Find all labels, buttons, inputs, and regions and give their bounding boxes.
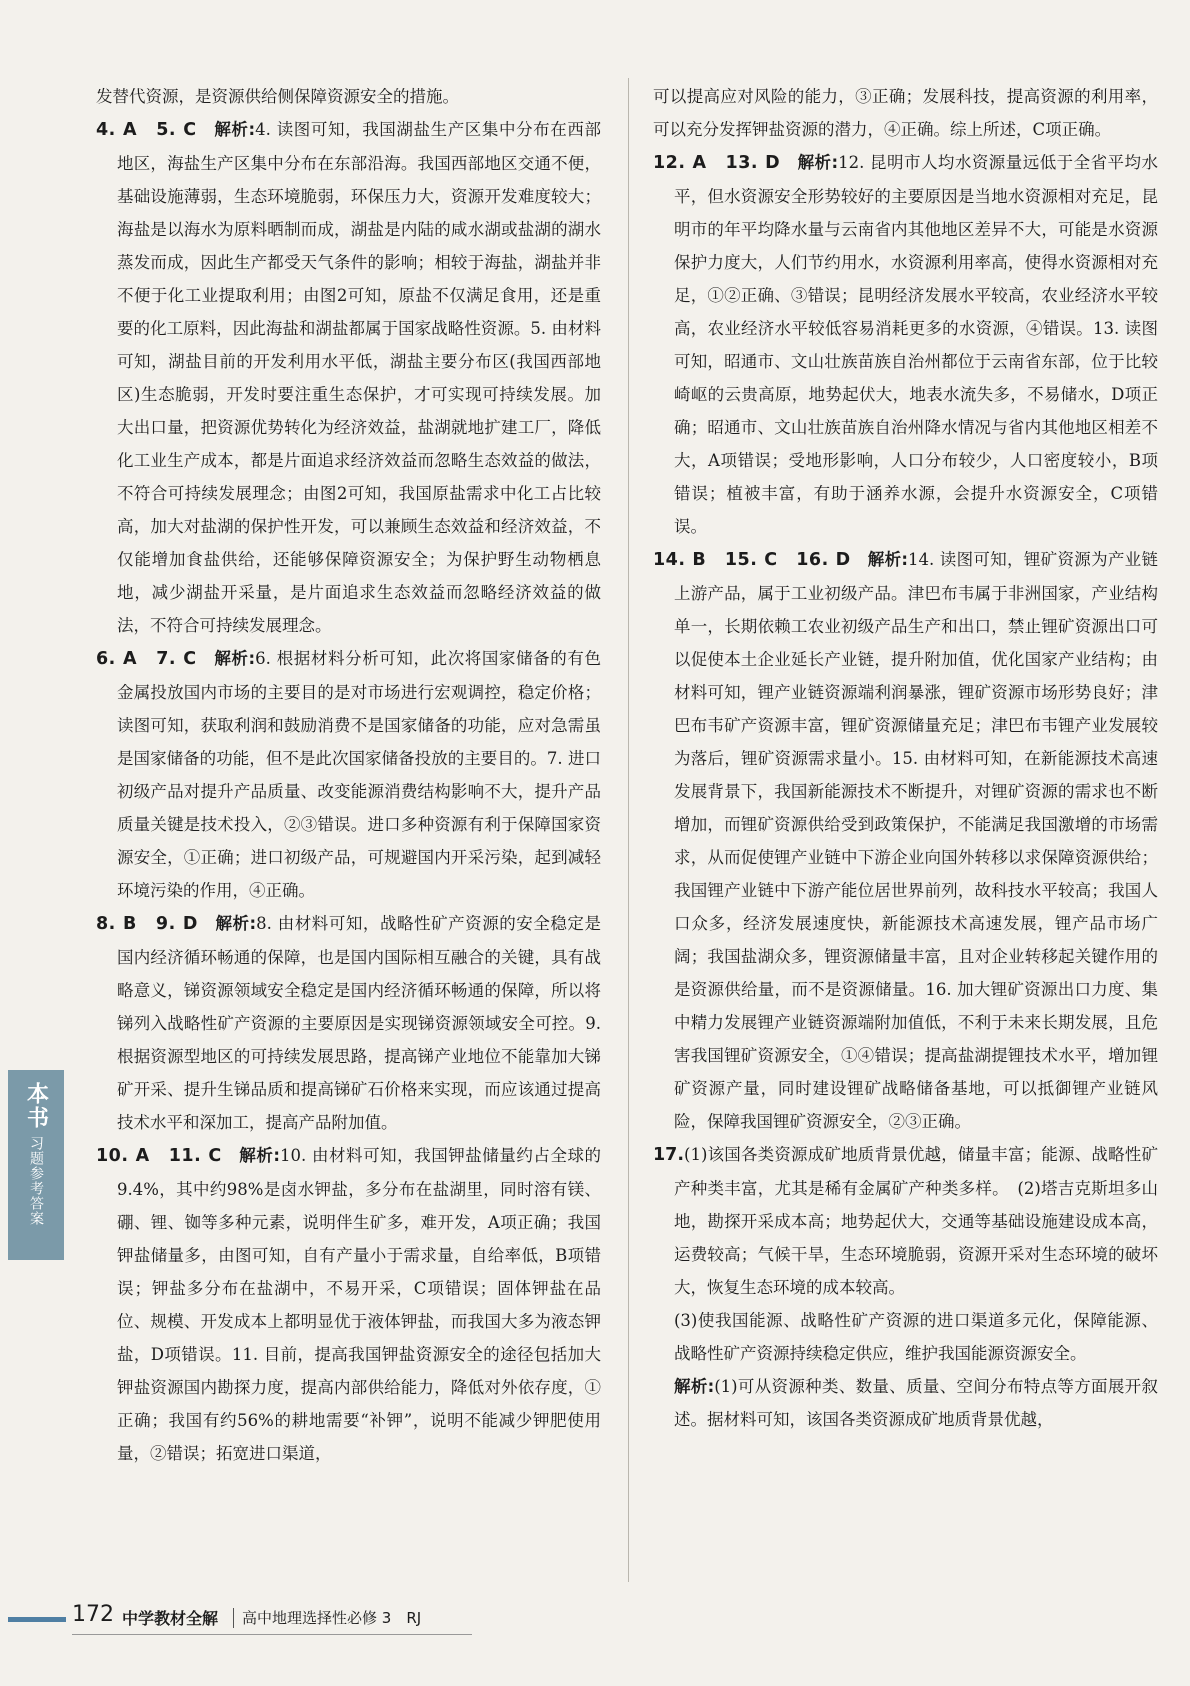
- page-footer: [0, 1600, 1190, 1640]
- answer-part-3-paragraph: [653, 1304, 1158, 1370]
- question-number: 17.: [653, 1145, 685, 1165]
- continued-text: 可以提高应对风险的能力，③正确；发展科技，提高资源的利用率，可以充分发挥钾盐资源的潜力，④正确。综上所述，C项正确。: [653, 87, 1158, 139]
- answer-block-6-7: [96, 642, 601, 907]
- answer-block-14-16: [653, 543, 1158, 1138]
- intro-text: 发替代资源，是资源供给侧保障资源安全的措施。: [96, 87, 459, 106]
- analysis-label: 解析:: [215, 914, 257, 933]
- page-number: 172: [72, 1602, 114, 1627]
- answer-block-4-5: [96, 113, 601, 642]
- analysis-label: 解析:: [239, 1146, 280, 1165]
- book-subtitle: 高中地理选择性必修 3 RJ: [242, 1609, 422, 1627]
- answer-keys: 8. B 9. D: [96, 914, 198, 934]
- analysis-label: 解析:: [214, 120, 256, 139]
- column-divider: [628, 78, 629, 1582]
- answer-part-1: (1)该国各类资源成矿地质背景优越，储量丰富；能源、战略性矿产种类丰富，尤其是稀有金属矿产种类多样。: [674, 1145, 1158, 1198]
- analysis-paragraph-17: [653, 1370, 1158, 1436]
- right-column: [653, 80, 1158, 1436]
- analysis-text: 6. 根据材料分析可知，此次将国家储备的有色金属投放国内市场的主要目的是对市场进行宏观调控，稳定价格；读图可知，获取利润和鼓励消费不是国家储备的功能，应对急需虽是国家储备的功能，但不是此次国家储备投放的主要目的。7. 进口初级产品对提升产品质量、改变能源消费结构影响不大，提升产品质量关键是技术投入，②③错误。进口多种资源有利于保障国家资源安全，①正确；进口初级产品，可规避国内开采污染，起到减轻环境污染的作用，④正确。: [117, 649, 601, 900]
- analysis-text: (1)可从资源种类、数量、质量、空间分布特点等方面展开叙述。据材料可知，该国各类资源成矿地质背景优越，: [674, 1377, 1158, 1429]
- footer-rule: [72, 1634, 472, 1635]
- side-tab-title: 本书: [23, 1082, 49, 1130]
- side-tab: [8, 1070, 64, 1260]
- analysis-text: 8. 由材料可知，战略性矿产资源的安全稳定是国内经济循环畅通的保障，也是国内国际相互融合的关键，具有战略意义，锑资源领域安全稳定是国内经济循环畅通的保障，所以将锑列入战略性矿产资源的主要原因是实现锑资源领域安全可控。9. 根据资源型地区的可持续发展思路，提高锑产业地位不能靠加大锑矿开采、提升生锑品质和提高锑矿石价格来实现，而应该通过提高技术水平和深加工，提高产品附加值。: [117, 914, 601, 1132]
- answer-part-3: (3)使我国能源、战略性矿产资源的进口渠道多元化，保障能源、战略性矿产资源持续稳定供应，维护我国能源资源安全。: [674, 1311, 1158, 1363]
- footer-separator: [233, 1608, 234, 1628]
- analysis-label: 解析:: [867, 550, 908, 569]
- left-column: [96, 80, 601, 1470]
- footer-accent-bar: [8, 1617, 66, 1622]
- answer-part-2: (2)塔吉克斯坦多山地，勘探开采成本高；地势起伏大，交通等基础设施建设成本高，运费较高；气候干旱，生态环境脆弱，资源开采对生态环境的破坏大，恢复生态环境的成本较高。: [674, 1179, 1159, 1297]
- side-tab-subtitle: 习题参考答案: [28, 1136, 44, 1226]
- answer-keys: 10. A 11. C: [96, 1146, 222, 1166]
- analysis-text: 10. 由材料可知，我国钾盐储量约占全球的9.4%，其中约98%是卤水钾盐，多分布在盐湖里，同时溶有镁、硼、锂、铷等多种元素，说明伴生矿多，难开发，A项正确；我国钾盐储量多，由图可知，自有产量小于需求量，自给率低，B项错误；钾盐多分布在盐湖中，不易开采，C项错误；固体钾盐在品位、规模、开发成本上都明显优于液体钾盐，而我国大多为液态钾盐，D项错误。11. 目前，提高我国钾盐资源安全的途径包括加大钾盐资源国内勘探力度，提高内部供给能力，降低对外依存度，①正确；我国有约56%的耕地需要“补钾”，说明不能减少钾肥使用量，②错误；拓宽进口渠道，: [117, 1146, 602, 1463]
- answer-block-8-9: [96, 907, 601, 1139]
- analysis-text: 12. 昆明市人均水资源量远低于全省平均水平，但水资源安全形势较好的主要原因是当地水资源相对充足，昆明市的年平均降水量与云南省内其他地区差异不大，可能是水资源保护力度大，人们节约用水，水资源利用率高，使得水资源相对充足，①②正确、③错误；昆明经济发展水平较高，农业经济水平较高，农业经济水平较低容易消耗更多的水资源，④错误。13. 读图可知，昭通市、文山壮族苗族自治州都位于云南省东部，位于比较崎岖的云贵高原，地势起伏大，地表水流失多，不易储水，D项正确；昭通市、文山壮族苗族自治州降水情况与省内其他地区相差不大，A项错误；受地形影响，人口分布较少，人口密度较小，B项错误；植被丰富，有助于涵养水源，会提升水资源安全，C项错误。: [674, 153, 1158, 536]
- book-title: 中学教材全解: [122, 1609, 219, 1628]
- answer-block-17: [653, 1138, 1158, 1304]
- answer-keys: 14. B 15. C 16. D: [653, 550, 851, 570]
- analysis-text: 4. 读图可知，我国湖盐生产区集中分布在西部地区，海盐生产区集中分布在东部沿海。我国西部地区交通不便，基础设施薄弱，生态环境脆弱，环保压力大，资源开发难度较大；海盐是以海水为原料晒制而成，湖盐是内陆的咸水湖或盐湖的湖水蒸发而成，因此生产都受天气条件的影响；相较于海盐，湖盐并非不便于化工业提取利用；由图2可知，原盐不仅满足食用，还是重要的化工原料，因此海盐和湖盐都属于国家战略性资源。5. 由材料可知，湖盐目前的开发利用水平低，湖盐主要分布区(我国西部地区)生态脆弱，开发时要注重生态保护，才可实现可持续发展。加大出口量，把资源优势转化为经济效益，盐湖就地扩建工厂，降低化工业生产成本，都是片面追求经济效益而忽略生态效益的做法，不符合可持续发展理念；由图2可知，我国原盐需求中化工占比较高，加大对盐湖的保护性开发，可以兼顾生态效益和经济效益，不仅能增加食盐供给，还能够保障资源安全；为保护野生动物栖息地，减少湖盐开采量，是片面追求生态效益而忽略经济效益的做法，不符合可持续发展理念。: [117, 120, 601, 635]
- answer-keys: 12. A 13. D: [653, 153, 781, 173]
- answer-keys: 4. A 5. C: [96, 120, 197, 140]
- analysis-label: 解析:: [674, 1377, 715, 1396]
- answer-block-12-13: [653, 146, 1158, 543]
- analysis-label: 解析:: [797, 153, 839, 172]
- answer-block-10-11: [96, 1139, 601, 1470]
- analysis-text: 14. 读图可知，锂矿资源为产业链上游产品，属于工业初级产品。津巴布韦属于非洲国家，产业结构单一，长期依赖工农业初级产品生产和出口，禁止锂矿资源出口可以促使本土企业延长产业链，提升附加值，优化国家产业结构；由材料可知，锂产业链资源端利润暴涨，锂矿资源市场形势良好；津巴布韦矿产资源丰富，锂矿资源储量充足；津巴布韦锂产业发展较为落后，锂矿资源需求量小。15. 由材料可知，在新能源技术高速发展背景下，我国新能源技术不断提升，对锂矿资源的需求也不断增加，而锂矿资源供给受到政策保护，不能满足我国激增的市场需求，从而促使锂产业链中下游企业向国外转移以求保障资源供给；我国锂产业链中下游产能位居世界前列，故科技水平较高；我国人口众多，经济发展速度快，新能源技术高速发展，锂产品市场广阔；我国盐湖众多，锂资源储量丰富，且对企业转移起关键作用的是资源供给量，而不是资源储量。16. 加大锂矿资源出口力度、集中精力发展锂产业链资源端附加值低，不利于未来长期发展，且危害我国锂矿资源安全，①④错误；提高盐湖提锂技术水平，增加锂矿资源产量，同时建设锂矿战略储备基地，可以抵御锂产业链风险，保障我国锂矿资源安全，②③正确。: [674, 550, 1158, 1131]
- analysis-label: 解析:: [214, 649, 256, 668]
- answer-keys: 6. A 7. C: [96, 649, 197, 669]
